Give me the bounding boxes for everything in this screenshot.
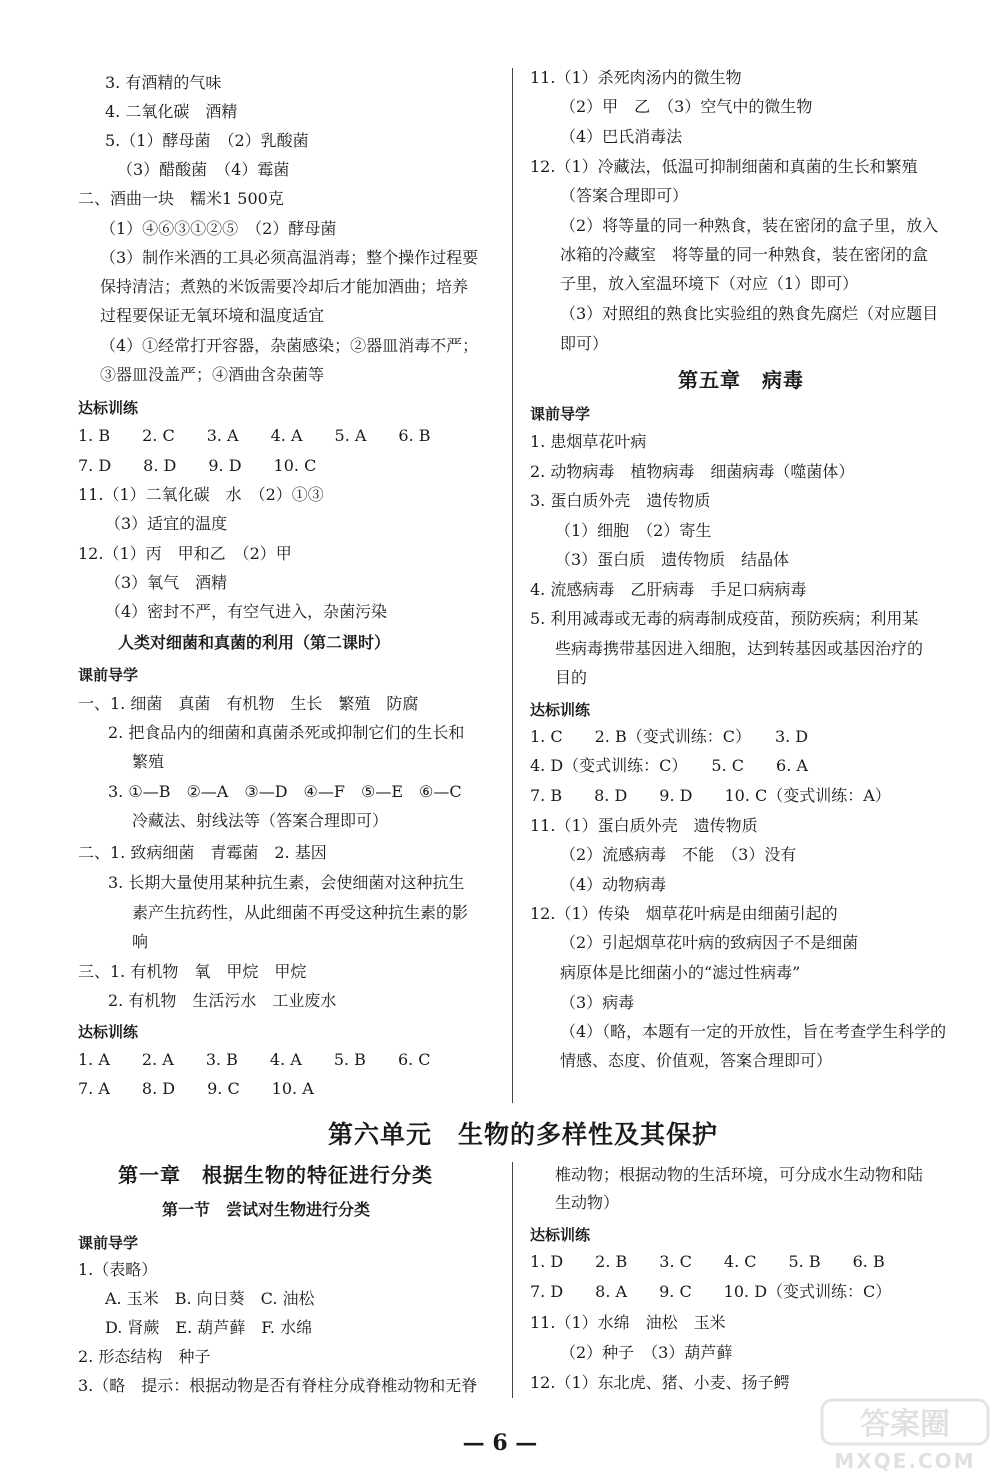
answer-line: 4. 二氧化碳 酒精 <box>105 102 238 121</box>
page-number: — 6 — <box>462 1430 538 1456</box>
answer-line: 繁殖 <box>132 752 165 771</box>
answer-line: （4）巴氏消毒法 <box>560 127 683 146</box>
answer-line: 12.（1）冷藏法，低温可抑制细菌和真菌的生长和繁殖 <box>530 157 918 176</box>
answer-line: 1. B 2. C 3. A 4. A 5. A 6. B <box>78 426 431 445</box>
answer-line: 3. ①—B ②—A ③—D ④—F ⑤—E ⑥—C <box>108 782 462 801</box>
answer-line: 二、酒曲一块 糯米1 500克 <box>78 189 284 208</box>
answer-line: （4）动物病毒 <box>560 875 667 894</box>
answer-line: 2. 动物病毒 植物病毒 细菌病毒（噬菌体） <box>530 462 855 481</box>
answer-line: 4. D（变式训练：C） 5. C 6. A <box>530 756 808 775</box>
watermark-logo <box>820 1398 990 1472</box>
answer-line: （1）细胞 （2）寄生 <box>555 521 712 540</box>
answer-line: （3）蛋白质 遗传物质 结晶体 <box>555 550 790 569</box>
answer-line: （3）适宜的温度 <box>105 514 228 533</box>
section-heading: 达标训练 <box>78 399 139 417</box>
answer-line: （2）引起烟草花叶病的致病因子不是细菌 <box>560 933 859 952</box>
answer-line: 11.（1）杀死肉汤内的微生物 <box>530 68 742 87</box>
answer-line: 生动物） <box>555 1193 620 1212</box>
answer-line: 保持清洁；煮熟的米饭需要冷却后才能加酒曲；培养 <box>100 277 469 296</box>
answer-line: 11.（1）水绵 油松 玉米 <box>530 1313 726 1332</box>
answer-line: 1.（表略） <box>78 1260 158 1279</box>
answer-line: 1. A 2. A 3. B 4. A 5. B 6. C <box>78 1050 431 1069</box>
section-heading: 课前导学 <box>78 666 139 684</box>
section-heading: 达标训练 <box>530 1226 591 1244</box>
answer-line: （2）甲 乙 （3）空气中的微生物 <box>560 97 813 116</box>
answer-line: 2. 有机物 生活污水 工业废水 <box>108 991 337 1010</box>
answer-line: （答案合理即可） <box>560 186 689 205</box>
lesson-title: 人类对细菌和真菌的利用（第二课时） <box>118 633 391 652</box>
answer-line: （2）种子 （3）葫芦藓 <box>560 1343 733 1362</box>
answer-line: 三、1. 有机物 氧 甲烷 甲烷 <box>78 962 307 981</box>
answer-line: （3）病毒 <box>560 993 635 1012</box>
answer-line: （3）对照组的熟食比实验组的熟食先腐烂（对应题目 <box>560 304 939 323</box>
answer-line: D. 肾蕨 E. 葫芦藓 F. 水绵 <box>105 1318 313 1337</box>
answer-line: 2. 形态结构 种子 <box>78 1347 211 1366</box>
answer-line: 二、1. 致病细菌 青霉菌 2. 基因 <box>78 843 327 862</box>
answer-line: 12.（1）传染 烟草花叶病是由细菌引起的 <box>530 904 838 923</box>
answer-line: 3. 长期大量使用某种抗生素，会使细菌对这种抗生 <box>108 873 465 892</box>
answer-line: 些病毒携带基因进入细胞，达到转基因或基因治疗的 <box>555 639 924 658</box>
answer-line: 7. D 8. A 9. C 10. D（变式训练：C） <box>530 1282 892 1301</box>
section-heading: 达标训练 <box>78 1023 139 1041</box>
answer-line: 响 <box>132 932 149 951</box>
answer-line: 即可） <box>560 334 609 353</box>
answer-line: （3）醋酸菌 （4）霉菌 <box>117 160 290 179</box>
answer-line: 目的 <box>555 668 588 687</box>
section-heading: 达标训练 <box>530 701 591 719</box>
column-divider <box>512 68 513 1103</box>
answer-line: 情感、态度、价值观，答案合理即可） <box>560 1051 833 1070</box>
chapter-title: 第五章 病毒 <box>678 368 804 392</box>
answer-line: 1. 患烟草花叶病 <box>530 432 647 451</box>
answer-line: （4）（略，本题有一定的开放性，旨在考查学生科学的 <box>560 1022 947 1041</box>
answer-line: （3）氧气 酒精 <box>105 573 228 592</box>
answer-line: 冰箱的冷藏室 将等量的同一种熟食，装在密闭的盒 <box>560 245 929 264</box>
answer-line: 12.（1）丙 甲和乙 （2）甲 <box>78 544 292 563</box>
answer-line: 7. D 8. D 9. D 10. C <box>78 456 317 475</box>
lesson-title: 第一节 尝试对生物进行分类 <box>162 1200 371 1219</box>
unit-title: 第六单元 生物的多样性及其保护 <box>328 1120 719 1149</box>
answer-line: 1. D 2. B 3. C 4. C 5. B 6. B <box>530 1252 885 1271</box>
answer-line: 过程要保证无氧环境和温度适宜 <box>100 306 325 325</box>
answer-line: （4）①经常打开容器，杂菌感染；②器皿消毒不严； <box>100 336 479 355</box>
answer-line: 素产生抗药性，从此细菌不再受这种抗生素的影 <box>132 903 469 922</box>
answer-line: 冷藏法、射线法等（答案合理即可） <box>132 811 389 830</box>
answer-line: （3）制作米酒的工具必须高温消毒；整个操作过程要 <box>100 248 479 267</box>
answer-line: 3.（略 提示：根据动物是否有脊柱分成脊椎动物和无脊 <box>78 1376 478 1395</box>
section-heading: 课前导学 <box>78 1234 139 1252</box>
answer-line: （2）流感病毒 不能 （3）没有 <box>560 845 797 864</box>
answer-line: 椎动物；根据动物的生活环境，可分成水生动物和陆 <box>555 1165 924 1184</box>
answer-line: 5. 利用减毒或无毒的病毒制成疫苗，预防疾病；利用某 <box>530 609 919 628</box>
answer-line: 4. 流感病毒 乙肝病毒 手足口病病毒 <box>530 580 807 599</box>
answer-line: A. 玉米 B. 向日葵 C. 油松 <box>105 1289 315 1308</box>
answer-line: 3. 蛋白质外壳 遗传物质 <box>530 491 711 510</box>
answer-line: 7. A 8. D 9. C 10. A <box>78 1079 314 1098</box>
answer-line: 病原体是比细菌小的“滤过性病毒” <box>560 963 801 982</box>
svg-text:MXQE.COM: MXQE.COM <box>834 1449 976 1472</box>
answer-line: 一、1. 细菌 真菌 有机物 生长 繁殖 防腐 <box>78 694 419 713</box>
answer-line: 子里，放入室温环境下（对应（1）即可） <box>560 274 859 293</box>
answer-line: （1）④⑥③①②⑤ （2）酵母菌 <box>100 219 337 238</box>
answer-line: 2. 把食品内的细菌和真菌杀死或抑制它们的生长和 <box>108 723 465 742</box>
section-heading: 课前导学 <box>530 405 591 423</box>
answer-line: 11.（1）二氧化碳 水 （2）①③ <box>78 485 324 504</box>
answer-line: 7. B 8. D 9. D 10. C（变式训练：A） <box>530 786 891 805</box>
column-divider <box>512 1162 513 1398</box>
answer-line: 11.（1）蛋白质外壳 遗传物质 <box>530 816 758 835</box>
svg-text:答案圈: 答案圈 <box>860 1407 950 1442</box>
answer-line: 3. 有酒精的气味 <box>105 73 222 92</box>
chapter-title: 第一章 根据生物的特征进行分类 <box>118 1163 433 1187</box>
answer-line: （2）将等量的同一种熟食，装在密闭的盒子里，放入 <box>560 216 939 235</box>
answer-line: 5.（1）酵母菌 （2）乳酸菌 <box>105 131 309 150</box>
answer-line: 1. C 2. B（变式训练：C） 3. D <box>530 727 809 746</box>
answer-line: （4）密封不严，有空气进入，杂菌污染 <box>105 602 388 621</box>
answer-line: 12.（1）东北虎、猪、小麦、扬子鳄 <box>530 1373 790 1392</box>
answer-line: ③器皿没盖严；④酒曲含杂菌等 <box>100 365 325 384</box>
